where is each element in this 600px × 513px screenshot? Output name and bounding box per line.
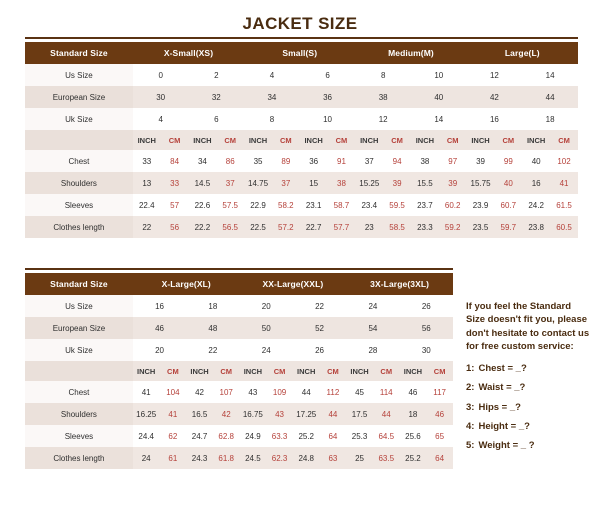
size-table-one xyxy=(25,42,578,238)
cell-european-size-5: 38 xyxy=(355,86,411,108)
cell-clothes-length-inch-3: 24.3 xyxy=(186,447,213,469)
size-table-two-block xyxy=(25,268,453,469)
cell-clothes-length-cm-10: 63.5 xyxy=(373,447,400,469)
cell-sleeves-inch-5: 22.9 xyxy=(244,194,272,216)
row-us-size xyxy=(25,295,453,317)
cell-sleeves-cm-14: 60.7 xyxy=(494,194,522,216)
unit-cm-4: CM xyxy=(213,361,240,381)
row-european-size xyxy=(25,317,453,339)
table-header-row xyxy=(25,273,453,295)
cell-us-size-7: 12 xyxy=(467,64,523,86)
cell-sleeves-inch-15: 24.2 xyxy=(522,194,550,216)
cell-us-size-8: 14 xyxy=(522,64,578,86)
row-label-us-size: Us Size xyxy=(25,64,133,86)
row-label-unit xyxy=(25,130,133,150)
cell-clothes-length-inch-3: 22.2 xyxy=(188,216,216,238)
cell-uk-size-5: 12 xyxy=(355,108,411,130)
cell-us-size-2: 2 xyxy=(188,64,244,86)
size-group-3: Medium(M) xyxy=(355,42,466,64)
cell-sleeves-inch-13: 23.9 xyxy=(467,194,495,216)
cell-chest-inch-1: 33 xyxy=(133,150,161,172)
cell-clothes-length-cm-12: 59.2 xyxy=(439,216,467,238)
cell-european-size-6: 56 xyxy=(400,317,453,339)
unit-inch-7: INCH xyxy=(293,361,320,381)
cell-us-size-6: 10 xyxy=(411,64,467,86)
cell-shoulders-inch-5: 14.75 xyxy=(244,172,272,194)
page-title: JACKET SIZE xyxy=(242,14,358,33)
cell-clothes-length-cm-8: 63 xyxy=(320,447,347,469)
size-table-one-block xyxy=(25,37,578,238)
cell-shoulders-inch-7: 17.25 xyxy=(293,403,320,425)
cell-european-size-8: 44 xyxy=(522,86,578,108)
cell-european-size-3: 50 xyxy=(240,317,293,339)
cell-sleeves-cm-16: 61.5 xyxy=(550,194,578,216)
row-clothes-length xyxy=(25,216,578,238)
custom-note-item-2-number: 2: xyxy=(466,382,475,394)
cell-chest-cm-14: 99 xyxy=(494,150,522,172)
cell-sleeves-inch-9: 25.3 xyxy=(346,425,373,447)
cell-clothes-length-cm-16: 60.5 xyxy=(550,216,578,238)
cell-chest-inch-3: 34 xyxy=(188,150,216,172)
cell-uk-size-6: 14 xyxy=(411,108,467,130)
unit-cm-10: CM xyxy=(373,361,400,381)
cell-chest-inch-11: 38 xyxy=(411,150,439,172)
cell-clothes-length-inch-7: 22.7 xyxy=(300,216,328,238)
cell-uk-size-5: 28 xyxy=(346,339,399,361)
row-shoulders xyxy=(25,172,578,194)
unit-cm-8: CM xyxy=(328,130,356,150)
size-group-2: Small(S) xyxy=(244,42,355,64)
unit-cm-12: CM xyxy=(439,130,467,150)
cell-us-size-5: 24 xyxy=(346,295,399,317)
custom-note-item-1 xyxy=(466,363,591,375)
cell-clothes-length-cm-2: 56 xyxy=(161,216,189,238)
unit-cm-6: CM xyxy=(272,130,300,150)
row-sleeves xyxy=(25,194,578,216)
row-label-european-size: European Size xyxy=(25,86,133,108)
cell-european-size-3: 34 xyxy=(244,86,300,108)
cell-sleeves-cm-2: 62 xyxy=(160,425,187,447)
cell-shoulders-cm-12: 46 xyxy=(426,403,453,425)
unit-cm-10: CM xyxy=(383,130,411,150)
cell-sleeves-inch-7: 25.2 xyxy=(293,425,320,447)
cell-european-size-4: 52 xyxy=(293,317,346,339)
row-label-sleeves: Sleeves xyxy=(25,425,133,447)
unit-inch-1: INCH xyxy=(133,361,160,381)
size-group-4: Large(L) xyxy=(467,42,578,64)
cell-us-size-4: 6 xyxy=(300,64,356,86)
unit-cm-8: CM xyxy=(320,361,347,381)
unit-cm-2: CM xyxy=(160,361,187,381)
row-label-chest: Chest xyxy=(25,381,133,403)
unit-inch-11: INCH xyxy=(411,130,439,150)
cell-sleeves-cm-10: 59.5 xyxy=(383,194,411,216)
cell-shoulders-inch-11: 18 xyxy=(400,403,427,425)
cell-uk-size-2: 22 xyxy=(186,339,239,361)
cell-clothes-length-inch-5: 24.5 xyxy=(240,447,267,469)
size-group-3: 3X-Large(3XL) xyxy=(346,273,453,295)
cell-us-size-5: 8 xyxy=(355,64,411,86)
cell-chest-cm-4: 107 xyxy=(213,381,240,403)
cell-sleeves-inch-11: 25.6 xyxy=(400,425,427,447)
row-label-chest: Chest xyxy=(25,150,133,172)
cell-european-size-2: 48 xyxy=(186,317,239,339)
custom-note-item-4-text: Height = _? xyxy=(478,420,530,432)
cell-clothes-length-inch-11: 25.2 xyxy=(400,447,427,469)
cell-chest-inch-7: 44 xyxy=(293,381,320,403)
cell-clothes-length-cm-8: 57.7 xyxy=(328,216,356,238)
custom-service-heading: If you feel the Standard Size doesn't fit you, please don't hesitate to contact us for free custom service: xyxy=(466,301,590,353)
cell-clothes-length-inch-9: 23 xyxy=(355,216,383,238)
row-label-shoulders: Shoulders xyxy=(25,403,133,425)
cell-clothes-length-cm-6: 62.3 xyxy=(266,447,293,469)
unit-cm-16: CM xyxy=(550,130,578,150)
row-uk-size xyxy=(25,108,578,130)
row-label-us-size: Us Size xyxy=(25,295,133,317)
cell-shoulders-inch-11: 15.5 xyxy=(411,172,439,194)
cell-sleeves-cm-8: 64 xyxy=(320,425,347,447)
cell-us-size-1: 16 xyxy=(133,295,186,317)
cell-shoulders-inch-13: 15.75 xyxy=(467,172,495,194)
cell-sleeves-cm-12: 60.2 xyxy=(439,194,467,216)
unit-cm-6: CM xyxy=(266,361,293,381)
row-sleeves xyxy=(25,425,453,447)
cell-shoulders-inch-1: 13 xyxy=(133,172,161,194)
cell-sleeves-inch-3: 24.7 xyxy=(186,425,213,447)
cell-european-size-4: 36 xyxy=(300,86,356,108)
row-label-sleeves: Sleeves xyxy=(25,194,133,216)
cell-sleeves-inch-7: 23.1 xyxy=(300,194,328,216)
size-group-2: XX-Large(XXL) xyxy=(240,273,347,295)
cell-clothes-length-inch-5: 22.5 xyxy=(244,216,272,238)
cell-us-size-3: 20 xyxy=(240,295,293,317)
unit-inch-7: INCH xyxy=(300,130,328,150)
cell-shoulders-inch-3: 16.5 xyxy=(186,403,213,425)
unit-inch-15: INCH xyxy=(522,130,550,150)
custom-note-item-5-number: 5: xyxy=(466,440,475,452)
cell-uk-size-4: 10 xyxy=(300,108,356,130)
cell-shoulders-inch-5: 16.75 xyxy=(240,403,267,425)
cell-chest-inch-7: 36 xyxy=(300,150,328,172)
row-clothes-length xyxy=(25,447,453,469)
row-label-european-size: European Size xyxy=(25,317,133,339)
unit-inch-5: INCH xyxy=(240,361,267,381)
cell-chest-inch-15: 40 xyxy=(522,150,550,172)
cell-sleeves-cm-8: 58.7 xyxy=(328,194,356,216)
cell-uk-size-7: 16 xyxy=(467,108,523,130)
unit-inch-9: INCH xyxy=(355,130,383,150)
cell-shoulders-inch-9: 17.5 xyxy=(346,403,373,425)
custom-service-note xyxy=(466,300,591,460)
cell-shoulders-cm-2: 33 xyxy=(161,172,189,194)
cell-chest-cm-16: 102 xyxy=(550,150,578,172)
unit-cm-12: CM xyxy=(426,361,453,381)
cell-shoulders-cm-12: 39 xyxy=(439,172,467,194)
unit-inch-9: INCH xyxy=(346,361,373,381)
cell-shoulders-cm-8: 44 xyxy=(320,403,347,425)
cell-clothes-length-cm-14: 59.7 xyxy=(494,216,522,238)
cell-chest-cm-8: 91 xyxy=(328,150,356,172)
row-label-uk-size: Uk Size xyxy=(25,339,133,361)
cell-sleeves-inch-11: 23.7 xyxy=(411,194,439,216)
cell-chest-cm-6: 89 xyxy=(272,150,300,172)
cell-shoulders-inch-7: 15 xyxy=(300,172,328,194)
cell-clothes-length-cm-10: 58.5 xyxy=(383,216,411,238)
cell-chest-cm-12: 117 xyxy=(426,381,453,403)
custom-note-item-1-text: Chest = _? xyxy=(478,362,527,374)
cell-european-size-6: 40 xyxy=(411,86,467,108)
cell-chest-cm-10: 114 xyxy=(373,381,400,403)
cell-uk-size-3: 8 xyxy=(244,108,300,130)
cell-clothes-length-cm-4: 56.5 xyxy=(216,216,244,238)
row-label-clothes-length: Clothes length xyxy=(25,447,133,469)
cell-shoulders-cm-16: 41 xyxy=(550,172,578,194)
cell-shoulders-cm-4: 42 xyxy=(213,403,240,425)
cell-shoulders-cm-6: 37 xyxy=(272,172,300,194)
cell-chest-inch-5: 35 xyxy=(244,150,272,172)
cell-clothes-length-cm-12: 64 xyxy=(426,447,453,469)
custom-note-item-2 xyxy=(466,382,591,394)
cell-uk-size-4: 26 xyxy=(293,339,346,361)
unit-inch-13: INCH xyxy=(467,130,495,150)
size-group-1: X-Small(XS) xyxy=(133,42,244,64)
cell-clothes-length-inch-9: 25 xyxy=(346,447,373,469)
row-label-unit xyxy=(25,361,133,381)
cell-sleeves-inch-9: 23.4 xyxy=(355,194,383,216)
unit-cm-2: CM xyxy=(161,130,189,150)
unit-inch-5: INCH xyxy=(244,130,272,150)
size-table-two xyxy=(25,273,453,469)
cell-sleeves-inch-3: 22.6 xyxy=(188,194,216,216)
cell-chest-inch-1: 41 xyxy=(133,381,160,403)
cell-us-size-4: 22 xyxy=(293,295,346,317)
cell-us-size-2: 18 xyxy=(186,295,239,317)
row-label-shoulders: Shoulders xyxy=(25,172,133,194)
row-chest xyxy=(25,150,578,172)
cell-uk-size-8: 18 xyxy=(522,108,578,130)
unit-cm-4: CM xyxy=(216,130,244,150)
cell-shoulders-cm-10: 39 xyxy=(383,172,411,194)
custom-note-item-3 xyxy=(466,402,591,414)
row-label-uk-size: Uk Size xyxy=(25,108,133,130)
cell-sleeves-cm-6: 63.3 xyxy=(266,425,293,447)
cell-clothes-length-inch-7: 24.8 xyxy=(293,447,320,469)
custom-note-item-5 xyxy=(466,440,591,452)
header-standard-size: Standard Size xyxy=(25,42,133,64)
cell-us-size-3: 4 xyxy=(244,64,300,86)
cell-chest-cm-4: 86 xyxy=(216,150,244,172)
cell-shoulders-cm-14: 40 xyxy=(494,172,522,194)
cell-clothes-length-inch-1: 22 xyxy=(133,216,161,238)
cell-clothes-length-inch-15: 23.8 xyxy=(522,216,550,238)
cell-chest-cm-6: 109 xyxy=(266,381,293,403)
cell-shoulders-inch-3: 14.5 xyxy=(188,172,216,194)
cell-chest-cm-2: 104 xyxy=(160,381,187,403)
cell-us-size-6: 26 xyxy=(400,295,453,317)
cell-chest-cm-12: 97 xyxy=(439,150,467,172)
row-us-size xyxy=(25,64,578,86)
cell-chest-inch-5: 43 xyxy=(240,381,267,403)
row-european-size xyxy=(25,86,578,108)
cell-shoulders-cm-2: 41 xyxy=(160,403,187,425)
cell-clothes-length-cm-2: 61 xyxy=(160,447,187,469)
table-header-row xyxy=(25,42,578,64)
cell-european-size-7: 42 xyxy=(467,86,523,108)
custom-note-item-2-text: Waist = _? xyxy=(478,382,526,394)
row-unit-header xyxy=(25,130,578,150)
cell-uk-size-1: 4 xyxy=(133,108,189,130)
unit-inch-11: INCH xyxy=(400,361,427,381)
unit-cm-14: CM xyxy=(494,130,522,150)
cell-clothes-length-inch-11: 23.3 xyxy=(411,216,439,238)
cell-chest-inch-11: 46 xyxy=(400,381,427,403)
cell-shoulders-cm-8: 38 xyxy=(328,172,356,194)
cell-clothes-length-inch-13: 23.5 xyxy=(467,216,495,238)
cell-chest-inch-3: 42 xyxy=(186,381,213,403)
row-chest xyxy=(25,381,453,403)
row-uk-size xyxy=(25,339,453,361)
cell-european-size-1: 30 xyxy=(133,86,189,108)
custom-note-item-5-text: Weight = _ ? xyxy=(478,440,535,452)
cell-sleeves-cm-10: 64.5 xyxy=(373,425,400,447)
cell-uk-size-3: 24 xyxy=(240,339,293,361)
cell-european-size-1: 46 xyxy=(133,317,186,339)
cell-uk-size-1: 20 xyxy=(133,339,186,361)
custom-note-item-1-number: 1: xyxy=(466,362,475,374)
unit-inch-3: INCH xyxy=(188,130,216,150)
cell-sleeves-cm-2: 57 xyxy=(161,194,189,216)
cell-clothes-length-cm-4: 61.8 xyxy=(213,447,240,469)
custom-note-item-3-text: Hips = _? xyxy=(478,401,521,413)
unit-inch-1: INCH xyxy=(133,130,161,150)
cell-shoulders-inch-9: 15.25 xyxy=(355,172,383,194)
row-shoulders xyxy=(25,403,453,425)
cell-sleeves-inch-1: 24.4 xyxy=(133,425,160,447)
custom-note-item-4 xyxy=(466,421,591,433)
cell-shoulders-cm-4: 37 xyxy=(216,172,244,194)
cell-european-size-2: 32 xyxy=(188,86,244,108)
cell-sleeves-inch-5: 24.9 xyxy=(240,425,267,447)
cell-chest-inch-13: 39 xyxy=(467,150,495,172)
custom-note-item-4-number: 4: xyxy=(466,420,475,432)
cell-uk-size-2: 6 xyxy=(188,108,244,130)
cell-clothes-length-inch-1: 24 xyxy=(133,447,160,469)
cell-shoulders-inch-15: 16 xyxy=(522,172,550,194)
unit-inch-3: INCH xyxy=(186,361,213,381)
cell-us-size-1: 0 xyxy=(133,64,189,86)
cell-shoulders-inch-1: 16.25 xyxy=(133,403,160,425)
cell-shoulders-cm-6: 43 xyxy=(266,403,293,425)
cell-sleeves-cm-6: 58.2 xyxy=(272,194,300,216)
cell-sleeves-inch-1: 22.4 xyxy=(133,194,161,216)
row-label-clothes-length: Clothes length xyxy=(25,216,133,238)
cell-chest-cm-8: 112 xyxy=(320,381,347,403)
cell-chest-inch-9: 37 xyxy=(355,150,383,172)
size-group-1: X-Large(XL) xyxy=(133,273,240,295)
cell-clothes-length-cm-6: 57.2 xyxy=(272,216,300,238)
cell-sleeves-cm-4: 57.5 xyxy=(216,194,244,216)
cell-european-size-5: 54 xyxy=(346,317,399,339)
cell-uk-size-6: 30 xyxy=(400,339,453,361)
cell-chest-inch-9: 45 xyxy=(346,381,373,403)
cell-sleeves-cm-4: 62.8 xyxy=(213,425,240,447)
cell-chest-cm-10: 94 xyxy=(383,150,411,172)
row-unit-header xyxy=(25,361,453,381)
custom-note-item-3-number: 3: xyxy=(466,401,475,413)
header-standard-size: Standard Size xyxy=(25,273,133,295)
cell-chest-cm-2: 84 xyxy=(161,150,189,172)
cell-sleeves-cm-12: 65 xyxy=(426,425,453,447)
cell-shoulders-cm-10: 44 xyxy=(373,403,400,425)
